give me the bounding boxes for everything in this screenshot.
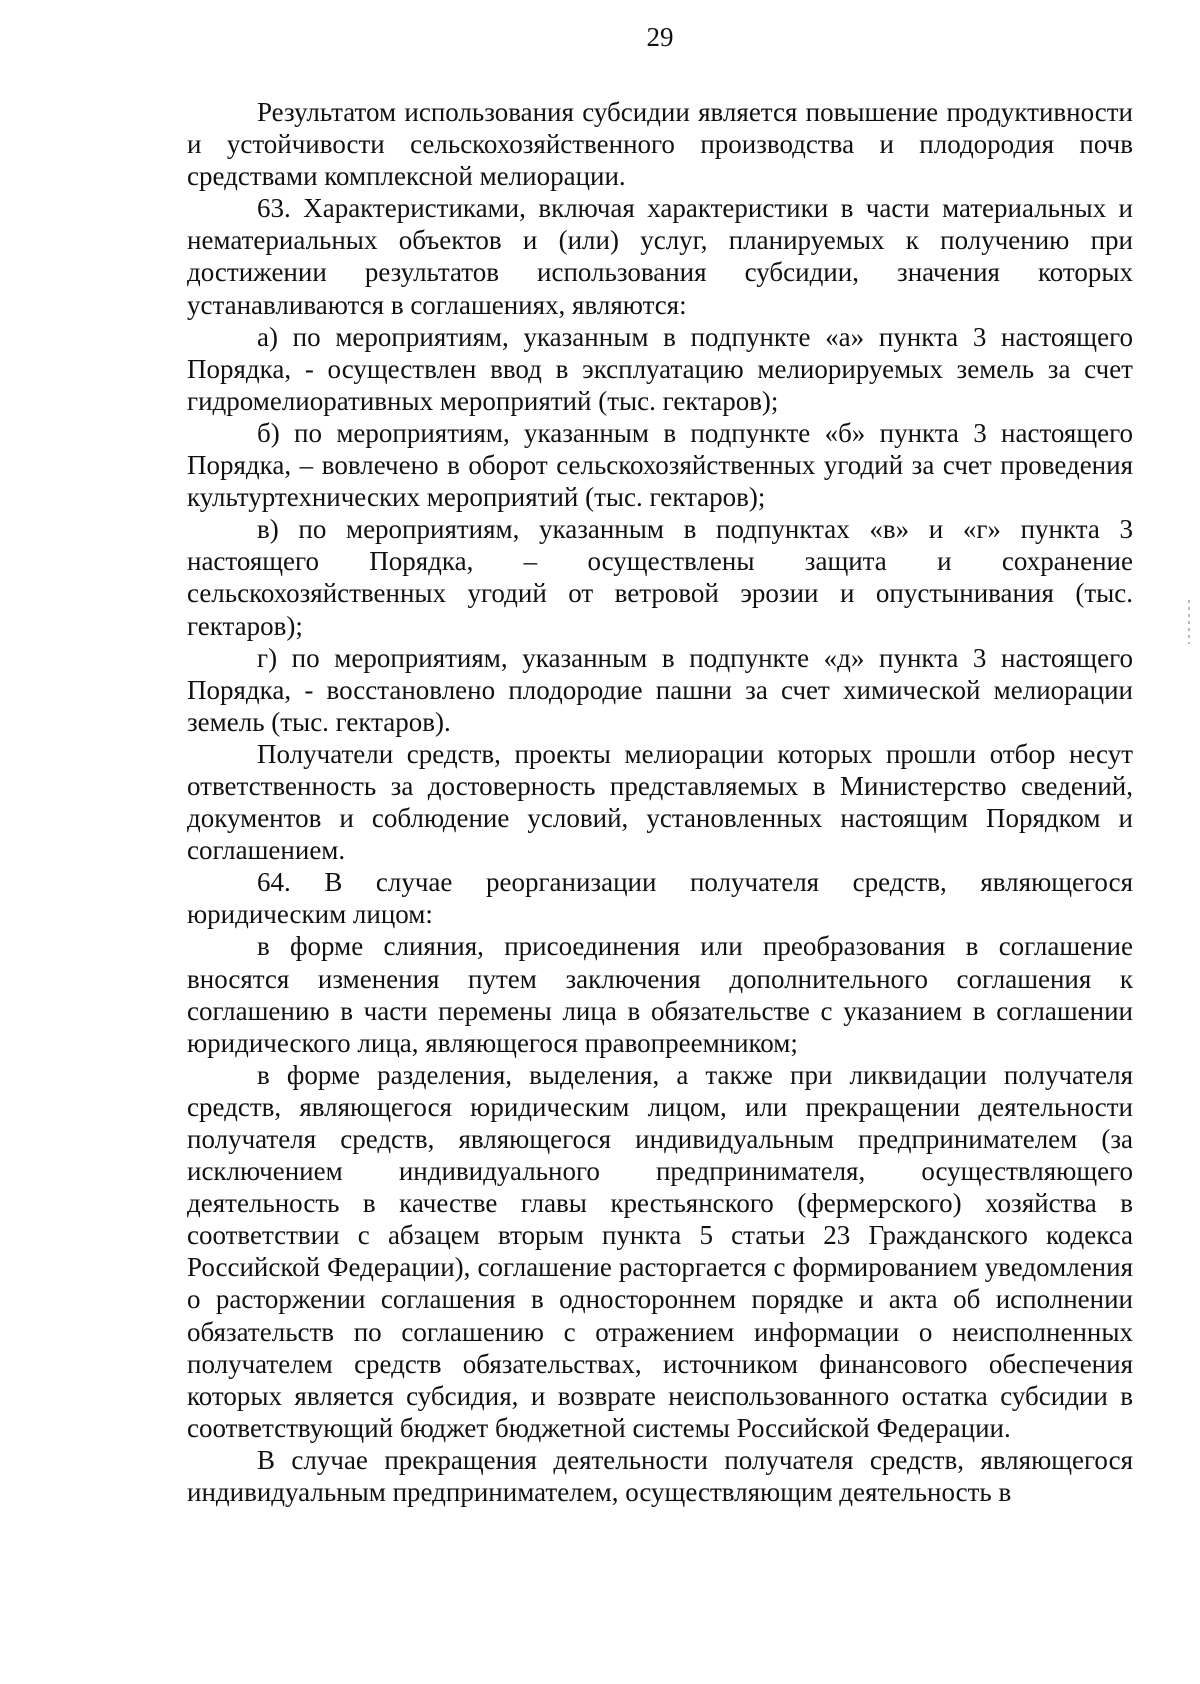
paragraph-recipients-responsibility: Получатели средств, проекты мелиорации которых прошли отбор несут ответственность за достоверность представляемых в Министерство сведений, документов и соблюдение условий, установленных настоящим Порядком и соглашением. bbox=[187, 738, 1133, 866]
document-body bbox=[187, 96, 1133, 1508]
paragraph-63-item-a: а) по мероприятиям, указанным в подпункте «а» пункта 3 настоящего Порядка, - осуществлен ввод в эксплуатацию мелиорируемых земель за счет гидромелиоративных мероприятий (тыс. гектаров); bbox=[187, 321, 1133, 416]
paragraph-entrepreneur-termination: В случае прекращения деятельности получателя средств, являющегося индивидуальным предпринимателем, осуществляющим деятельность в bbox=[187, 1444, 1133, 1508]
paragraph-subsidy-result: Результатом использования субсидии является повышение продуктивности и устойчивости сельскохозяйственного производства и плодородия почв средствами комплексной мелиорации. bbox=[187, 97, 1133, 192]
paragraph-64-reorganization: 64. В случае реорганизации получателя средств, являющегося юридическим лицом: bbox=[187, 867, 1133, 930]
page-number: 29 bbox=[646, 22, 674, 52]
paragraph-63-item-b: б) по мероприятиям, указанным в подпункте «б» пункта 3 настоящего Порядка, – вовлечено в оборот сельскохозяйственных угодий за счет проведения культуртехнических мероприятий (тыс. гектаров); bbox=[187, 417, 1133, 513]
scan-artifact bbox=[1188, 600, 1190, 644]
paragraph-64-merger: в форме слияния, присоединения или преобразования в соглашение вносятся изменения путем заключения дополнительного соглашения к соглашению в части перемены лица в обязательстве с указанием в соглашении юридического лица, являющегося правопреемником; bbox=[187, 931, 1133, 1058]
paragraph-63-item-g: г) по мероприятиям, указанным в подпункте «д» пункта 3 настоящего Порядка, - восстановлено плодородие пашни за счет химической мелиорации земель (тыс. гектаров). bbox=[187, 642, 1133, 737]
paragraph-63-item-v: в) по мероприятиям, указанным в подпунктах «в» и «г» пункта 3 настоящего Порядка, – осуществлены защита и сохранение сельскохозяйственных угодий от ветровой эрозии и опустынивания (тыс. гектаров); bbox=[187, 514, 1133, 641]
paragraph-63-characteristics: 63. Характеристиками, включая характеристики в части материальных и нематериальных объектов и (или) услуг, планируемых к получению при достижении результатов использования субсидии, значения которых устанавливаются в соглашениях, являются: bbox=[187, 193, 1133, 320]
paragraph-64-division: в форме разделения, выделения, а также при ликвидации получателя средств, являющегося юридическим лицом, или прекращении деятельности получателя средств, являющегося индивидуальным предпринимателем (за исключением индивидуального предпринимателя, осуществляющего деятельность в качестве главы крестьянского (фермерского) хозяйства в соответствии с абзацем вторым пункта 5 статьи 23 Гражданского кодекса Российской Федерации), соглашение расторгается с формированием уведомления о расторжении соглашения в одностороннем порядке и акта об исполнении обязательств по соглашению с отражением информации о неисполненных получателем средств обязательствах, источником финансового обеспечения которых является субсидия, и возврате неиспользованного остатка субсидии в соответствующий бюджет бюджетной системы Российской Федерации. bbox=[187, 1059, 1133, 1443]
